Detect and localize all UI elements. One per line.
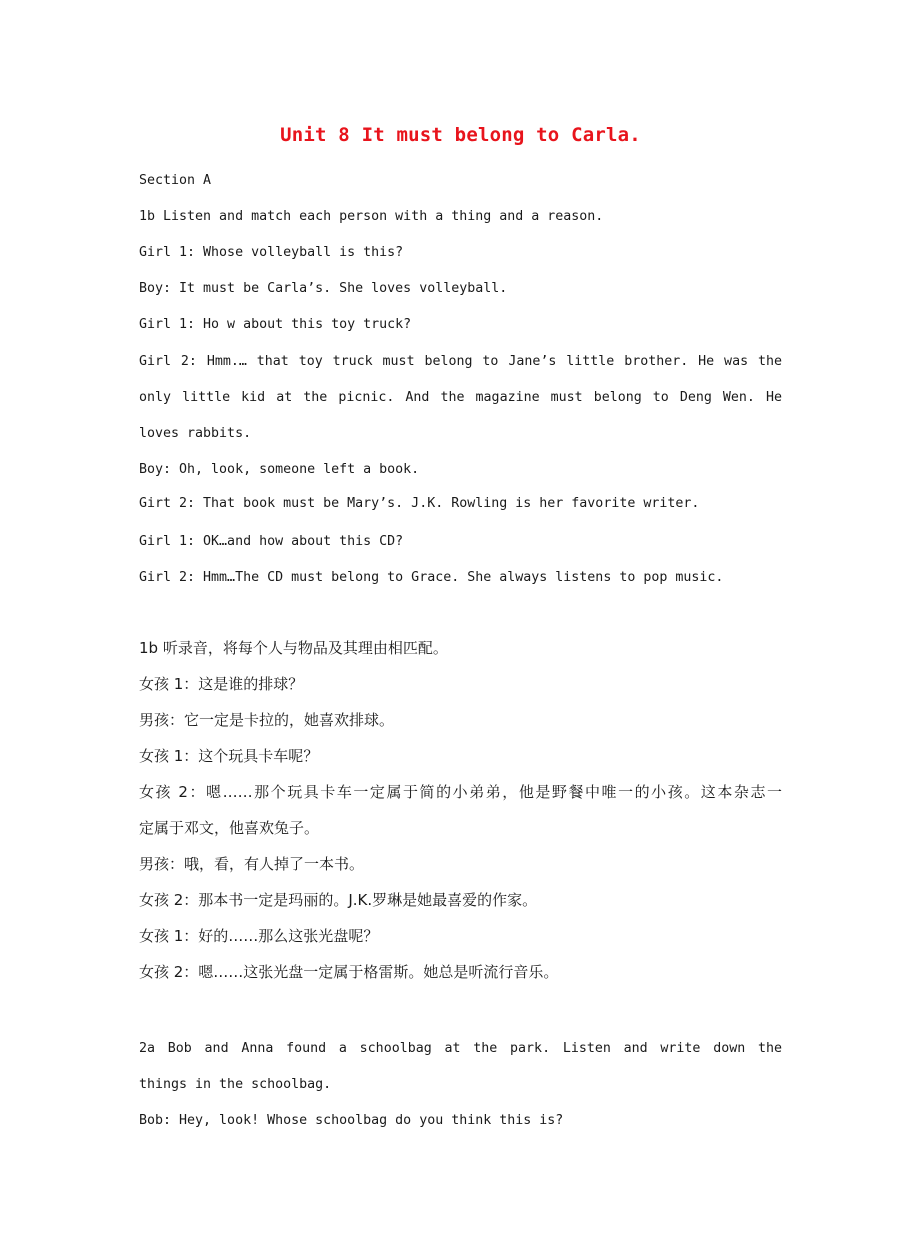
dialogue-line: Girt 2: That book must be Mary’s. J.K. Rowling is her favorite writer.	[139, 496, 700, 511]
dialogue-line: loves rabbits.	[139, 426, 252, 441]
dialogue-line: Girl 2: Hmm…The CD must belong to Grace. She always listens to pop music.	[139, 570, 724, 585]
dialogue-line: Girl 2: Hmm.… that toy truck must belong to Jane’s little brother. He was the	[139, 354, 782, 369]
dialogue-line: Girl 1: Ho w about this toy truck?	[139, 317, 412, 332]
translation-line: 女孩 1：这个玩具卡车呢？	[139, 747, 319, 765]
dialogue-line: Girl 1: Whose volleyball is this?	[139, 245, 404, 260]
translation-line: 女孩 1：好的……那么这张光盘呢？	[139, 927, 379, 945]
dialogue-line: Boy: Oh, look, someone left a book.	[139, 462, 420, 477]
translation-line: 定属于邓文，他喜欢兔子。	[139, 819, 320, 837]
translation-line: 女孩 2：嗯……那个玩具卡车一定属于简的小弟弟，他是野餐中唯一的小孩。这本杂志一	[139, 783, 782, 801]
translation-line: 男孩：哦，看，有人掉了一本书。	[139, 855, 365, 873]
en-1b-heading: 1b Listen and match each person with a thing and a reason.	[139, 209, 604, 224]
translation-line: 女孩 2：嗯……这张光盘一定属于格雷斯。她总是听流行音乐。	[139, 963, 559, 981]
translation-line: 女孩 1：这是谁的排球？	[139, 675, 304, 693]
section-label: Section A	[139, 173, 212, 188]
dialogue-line: Boy: It must be Carla’s. She loves volleyball.	[139, 281, 508, 296]
translation-line: 女孩 2：那本书一定是玛丽的。J.K.罗琳是她最喜爱的作家。	[139, 891, 538, 909]
dialogue-line: Girl 1: OK…and how about this CD?	[139, 534, 404, 549]
page-title: Unit 8 It must belong to Carla.	[280, 124, 641, 146]
en-2a-heading-cont: things in the schoolbag.	[139, 1077, 332, 1092]
cn-1b-heading: 1b 听录音，将每个人与物品及其理由相匹配。	[139, 639, 448, 657]
translation-line: 男孩：它一定是卡拉的，她喜欢排球。	[139, 711, 395, 729]
dialogue-line: Bob: Hey, look! Whose schoolbag do you think this is?	[139, 1113, 564, 1128]
dialogue-line: only little kid at the picnic. And the magazine must belong to Deng Wen. He	[139, 390, 782, 405]
en-2a-heading: 2a Bob and Anna found a schoolbag at the park. Listen and write down the	[139, 1041, 782, 1056]
